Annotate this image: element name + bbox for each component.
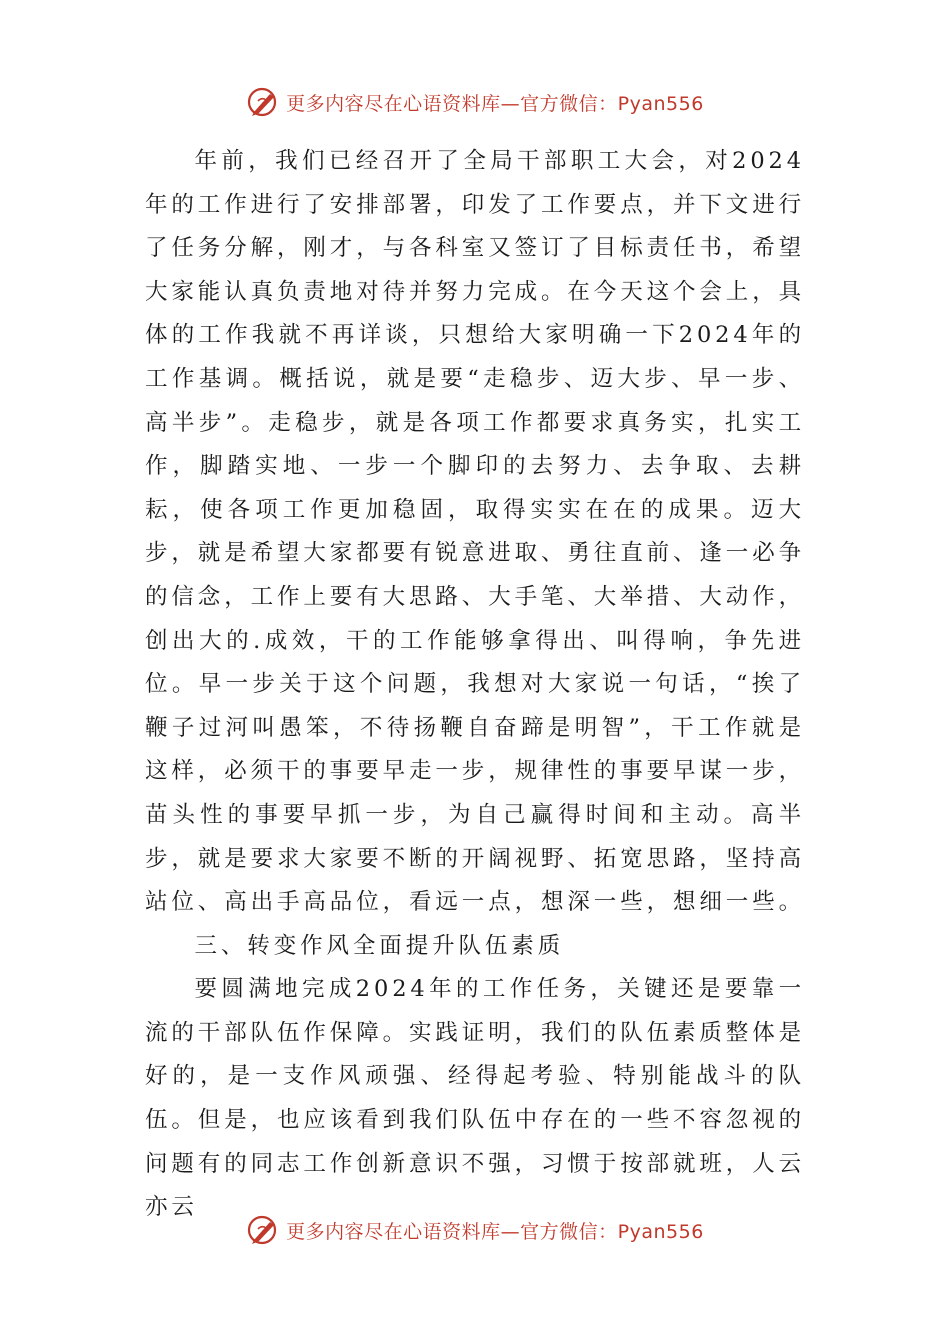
pen-logo-icon (246, 85, 280, 119)
header-banner (0, 82, 950, 122)
footer-banner (0, 1210, 950, 1250)
body-paragraph-1: 年前，我们已经召开了全局干部职工大会，对2024年的工作进行了安排部署，印发了工作要点，并下文进行了任务分解，刚才，与各科室又签订了目标责任书，希望大家能认真负责地对待并努力完成。在今天这个会上，具体的工作我就不再详谈，只想给大家明确一下2024年的工作基调。概括说，就是要“走稳步、迈大步、早一步、高半步”。走稳步，就是各项工作都要求真务实，扎实工作，脚踏实地、一步一个脚印的去努力、去争取、去耕耘，使各项工作更加稳固，取得实实在在的成果。迈大步，就是希望大家都要有锐意进取、勇往直前、逢一必争的信念，工作上要有大思路、大手笔、大举措、大动作，创出大的.成效，干的工作能够拿得出、叫得响，争先进位。早一步关于这个问题，我想对大家说一句话，“挨了鞭子过河叫愚笨，不待扬鞭自奋蹄是明智”，干工作就是这样，必须干的事要早走一步，规律性的事要早谋一步，苗头性的事要早抓一步，为自己赢得时间和主动。高半步，就是要求大家要不断的开阔视野、拓宽思路，坚持高站位、高出手高品位，看远一点，想深一些，想细一些。 (145, 148, 806, 916)
pen-logo-icon (246, 1213, 280, 1247)
footer-banner-text: 更多内容尽在心语资料库—官方微信：Pyan556 (286, 1220, 704, 1243)
section-heading: 三、转变作风全面提升队伍素质 (194, 932, 565, 959)
document-body (145, 140, 805, 1230)
header-banner-text: 更多内容尽在心语资料库—官方微信：Pyan556 (286, 92, 704, 115)
body-paragraph-2: 要圆满地完成2024年的工作任务，关键还是要靠一流的干部队伍作保障。实践证明，我们的队伍素质整体是好的，是一支作风顽强、经得起考验、特别能战斗的队伍。但是，也应该看到我们队伍中存在的一些不容忽视的问题有的同志工作创新意识不强，习惯于按部就班，人云亦云 (145, 976, 806, 1221)
